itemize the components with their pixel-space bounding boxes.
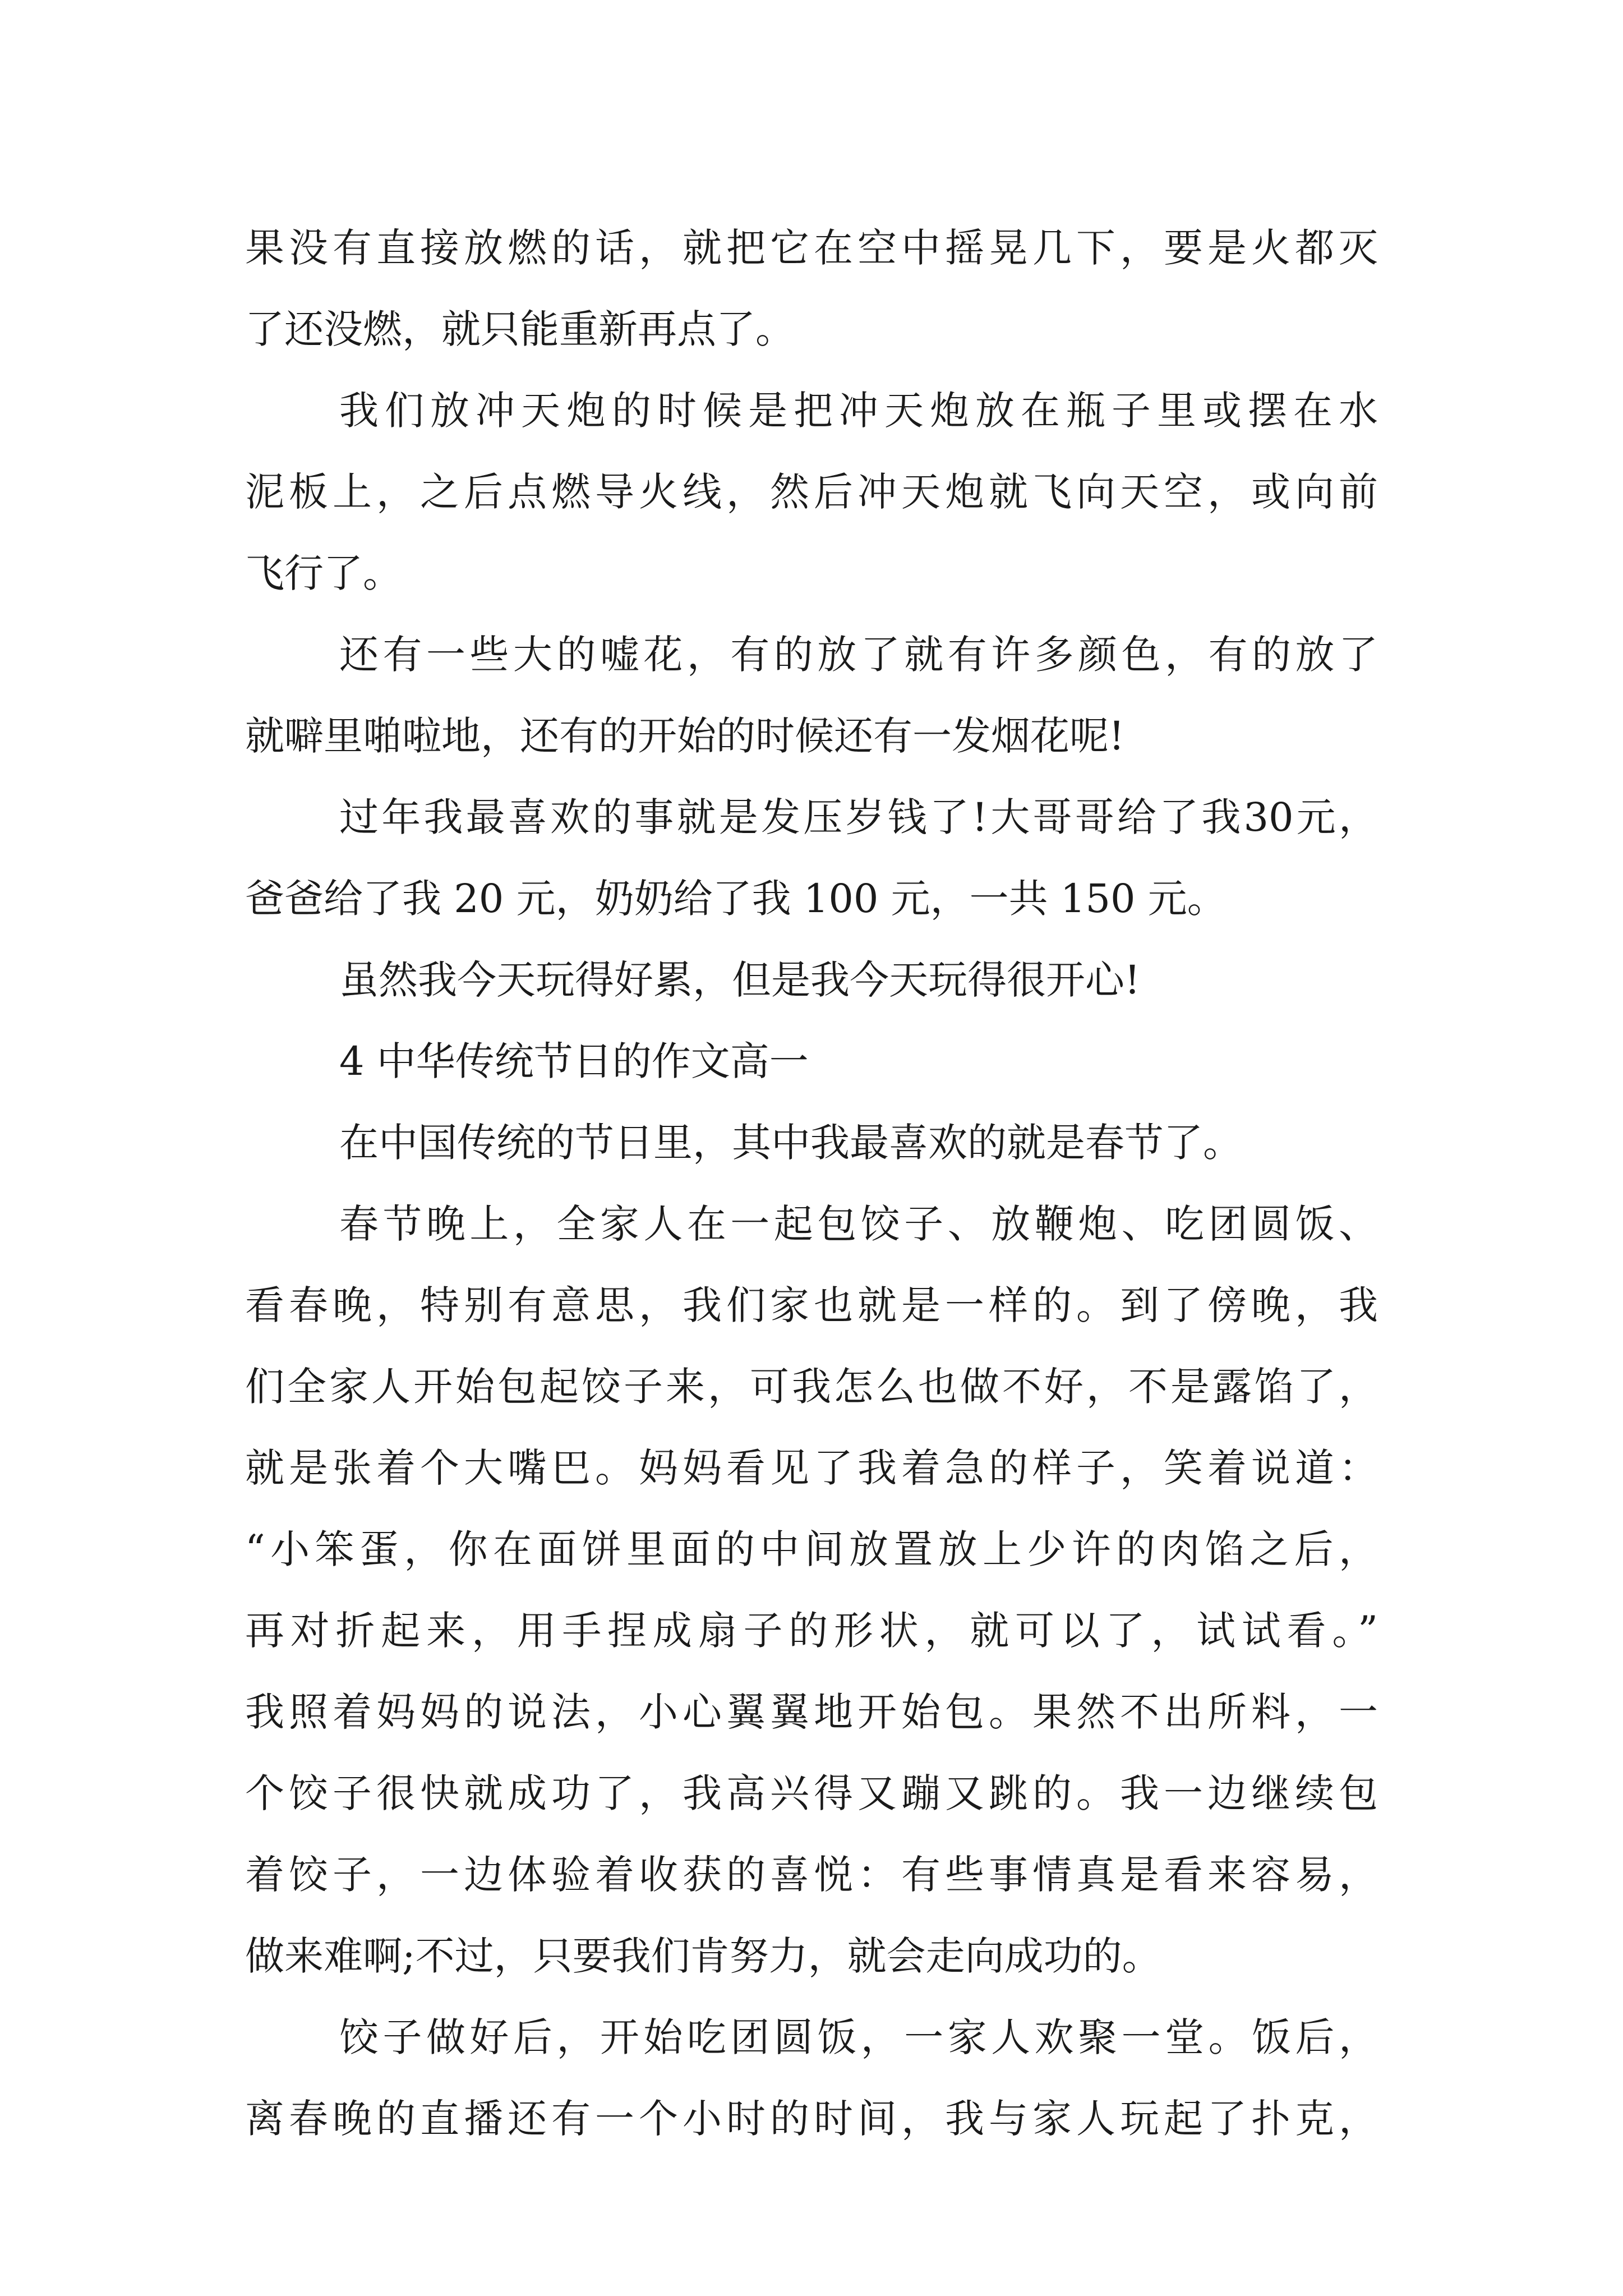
text-line: 着饺子，一边体验着收获的喜悦：有些事情真是看来容易， [245,1852,1378,1898]
text-line: 看春晚，特别有意思，我们家也就是一样的。到了傍晚，我 [245,1282,1378,1328]
text-line: 果没有直接放燃的话，就把它在空中摇晃几下，要是火都灭 [245,225,1378,271]
paragraph-first-line: 我们放冲天炮的时候是把冲天炮放在瓶子里或摆在水 [339,388,1378,434]
text-line: 们全家人开始包起饺子来，可我怎么也做不好，不是露馅了， [245,1364,1378,1410]
text-line: 做来难啊;不过，只要我们肯努力，就会走向成功的。 [245,1933,1161,1979]
text-line: 个饺子很快就成功了，我高兴得又蹦又跳的。我一边继续包 [245,1770,1378,1816]
text-line: 离春晚的直播还有一个小时的时间，我与家人玩起了扑克， [245,2096,1378,2142]
text-line: 我照着妈妈的说法，小心翼翼地开始包。果然不出所料，一 [245,1689,1378,1735]
text-line: 爸爸给了我 20 元，奶奶给了我 100 元，一共 150 元。 [245,876,1227,922]
paragraph-first-line: 过年我最喜欢的事就是发压岁钱了!大哥哥给了我30元， [339,794,1378,840]
text-line: 就是张着个大嘴巴。妈妈看见了我着急的样子，笑着说道： [245,1445,1378,1491]
paragraph-first-line: 春节晚上，全家人在一起包饺子、放鞭炮、吃团圆饭、 [339,1201,1378,1247]
text-line: “小笨蛋，你在面饼里面的中间放置放上少许的肉馅之后， [245,1526,1378,1572]
section-heading: 4 中华传统节日的作文高一 [339,1038,809,1084]
text-line: 泥板上，之后点燃导火线，然后冲天炮就飞向天空，或向前 [245,469,1378,515]
paragraph-first-line: 还有一些大的嘘花，有的放了就有许多颜色，有的放了 [339,632,1378,678]
paragraph-first-line: 饺子做好后，开始吃团圆饭，一家人欢聚一堂。饭后， [339,2014,1378,2060]
paragraph-first-line: 在中国传统的节日里，其中我最喜欢的就是春节了。 [339,1120,1242,1166]
essay-body [245,208,1378,2160]
text-line: 飞行了。 [245,550,402,596]
text-line: 就噼里啪啦地，还有的开始的时候还有一发烟花呢! [245,713,1125,759]
text-line: 了还没燃，就只能重新再点了。 [245,306,795,352]
text-line: 再对折起来，用手捏成扇子的形状，就可以了，试试看。” [245,1608,1378,1654]
paragraph-first-line: 虽然我今天玩得好累，但是我今天玩得很开心! [339,957,1141,1003]
